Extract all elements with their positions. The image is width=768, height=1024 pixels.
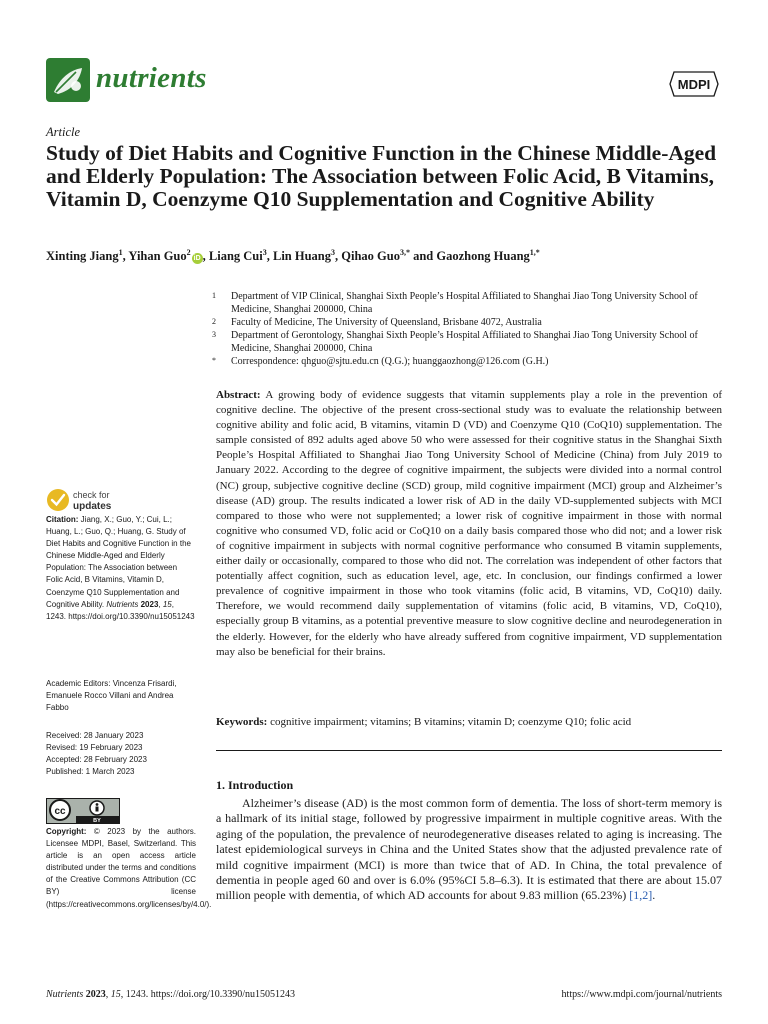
nutrients-logo-icon (46, 58, 90, 102)
author-affiliation-mark: 2 (186, 248, 191, 257)
affiliation-mark: 2 (212, 317, 216, 326)
citation-volume: 15 (162, 599, 172, 609)
introduction-text: Alzheimer’s disease (AD) is the most common form of dementia. The loss of short-term memory is a hallmark of its initial stage, followed by progressive impairment in multiple cognitive areas. With the aging of the population, the prevalence of neurodegenerative diseases related to aging is increasing. The latest epidemiological surveys in China and the United States show that the adjusted prevalence rate of mild cognitive impairment (MCI) is more than twice that of AD. In China, the total prevalence of dementia in people aged 60 and over is 6.0% (95%CI 5.8–6.3). It is estimated that there are about 15.07 million people with dementia, of which AD accounts for about 9.83 million (65.23%) (216, 796, 722, 903)
footer-volume: 15 (110, 989, 121, 1000)
author-list (46, 248, 736, 264)
footer-citation: Nutrients 2023, 15, 1243. https://doi.org/10.3390/nu15051243 (46, 989, 296, 1000)
date-accepted: Accepted: 28 February 2023 (46, 755, 147, 765)
check-for-updates-icon[interactable] (46, 486, 166, 514)
author-name: Qihao Guo (341, 249, 400, 264)
abstract-label: Abstract: (216, 389, 261, 401)
author-name: Gaozhong Huang (436, 249, 530, 264)
date-published: Published: 1 March 2023 (46, 767, 135, 777)
date-received: Received: 28 January 2023 (46, 731, 144, 740)
author-name: Yihan Guo (128, 249, 187, 264)
affiliations (212, 290, 732, 368)
author-affiliation-mark: 3,* (399, 248, 410, 257)
citation-label: Citation: (46, 515, 79, 524)
author-affiliation-mark: 1 (118, 248, 123, 257)
author-separator: , (335, 249, 342, 264)
mdpi-logo-icon[interactable] (666, 66, 722, 102)
citation-text: Jiang, X.; Guo, Y.; Cui, L.; Huang, L.; Guo, Q.; Huang, G. Study of Diet Habits and Cognitive Function in the Chinese Middle-Aged and Elderly Population: The Association between Folic Acid, B Vitamins, Vitamin D, Coenzyme Q10 Supplementation and Cognitive Ability. (46, 515, 191, 609)
affiliation-item (212, 316, 732, 329)
affiliation-text: Correspondence: qhguo@sjtu.edu.cn (Q.G.); huanggaozhong@126.com (G.H.) (231, 356, 549, 367)
journal-name[interactable]: nutrients (96, 62, 207, 94)
cc-by-license-icon[interactable] (46, 798, 120, 824)
affiliation-item (212, 355, 732, 368)
check-updates-line1: check for (73, 490, 110, 500)
check-updates-line2: updates (73, 501, 112, 512)
author-separator: and (409, 249, 437, 264)
introduction-end: . (652, 888, 656, 903)
citation-journal: Nutrients (106, 599, 139, 609)
author-name: Xinting Jiang (46, 249, 119, 264)
orcid-icon[interactable]: iD (193, 255, 201, 263)
affiliation-mark: 1 (212, 291, 216, 300)
author-affiliation-mark: 3 (262, 248, 267, 257)
article-type: Article (46, 125, 81, 139)
author-name: Liang Cui (208, 249, 263, 264)
footer-year: 2023 (85, 989, 106, 1000)
affiliation-mark: 3 (212, 330, 216, 339)
affiliation-text: Faculty of Medicine, The University of Queensland, Brisbane 4072, Australia (231, 317, 542, 328)
date-revised: Revised: 19 February 2023 (46, 743, 143, 753)
footer-journal: Nutrients (46, 989, 84, 1000)
affiliation-item (212, 329, 732, 355)
publication-dates (46, 730, 196, 778)
author-affiliation-mark: 3 (331, 248, 335, 257)
affiliation-text: Department of VIP Clinical, Shanghai Sixth People’s Hospital Affiliated to Shanghai Jiao Tong University School of Medicine, Shanghai 200000, China (231, 291, 698, 315)
copyright-label: Copyright: (46, 827, 87, 836)
academic-editors: Academic Editors: Vincenza Frisardi, Emanuele Rocco Villani and Andrea Fabbo (46, 679, 177, 713)
footer-journal-url[interactable]: https://www.mdpi.com/journal/nutrients (561, 989, 722, 1000)
affiliation-mark: * (212, 356, 216, 365)
reference-link[interactable]: [1,2] (629, 888, 653, 903)
cc-by-label: BY (93, 818, 101, 824)
citation-doi[interactable]: , 1243. https://doi.org/10.3390/nu15051243 (46, 599, 195, 621)
author-affiliation-mark: 1,* (529, 248, 540, 257)
author-separator: , (122, 249, 129, 264)
article-title: Study of Diet Habits and Cognitive Function in the Chinese Middle-Aged and Elderly Population: The Association between Folic Acid, B Vitamins, Vitamin D, Coenzyme Q10 Supplementation and Cognitive Ability (46, 141, 717, 211)
section-divider (216, 750, 722, 751)
introduction-paragraph (216, 796, 722, 904)
author-separator: , (202, 249, 209, 264)
abstract (216, 388, 722, 660)
citation-year: 2023 (140, 599, 159, 609)
abstract-text: A growing body of evidence suggests that vitamin supplements play a role in the prevention of cognitive decline. The objective of the present cross-sectional study was to evaluate the relationship between cognitive ability and folic acid, B vitamins, vitamin D (VD) and Coenzyme Q10 (CoQ10) supplementation. The sample consisted of 892 adults aged above 50 who were assessed for their cognitive status in the Shanghai Sixth People’s Hospital Affiliated to Shanghai Jiao Tong University School of Medicine (China) from July 2019 to January 2022. According to the degree of cognitive impairment, the subjects were divided into a normal control (NC) group, subjective cognitive decline (SCD) group, mild cognitive impairment (MCI) group and Alzheimer’s disease (AD) group. The results indicated a lower risk of AD in the daily VD-supplemented subjects with MCI compared to those who were not supplemented; a lower risk of cognitive impairment in those with normal cognitive who consumed VD, folic acid or CoQ10 on a daily basis compared those who did not; and a lower risk of cognitive impairment in subjects with normal cognitive performance who consumed B vitamin supplements, either daily or occasionally, compared to those who did not. The correlation was independent of other factors that potentially affect cognition, such as education level, age, etc. In conclusion, our findings confirmed a lower prevalence of cognitive impairment in those who took vitamins (folic acid, B vitamins, VD, CoQ10) daily. Therefore, we would recommend daily supplementation of vitamins (folic acid, B vitamins, VD, CoQ10), especially group B vitamins, as a potential preventive measure to slow cognitive decline and neurodegeneration in the elderly. However, for the elderly who have already suffered from cognitive impairment, VD supplementation may also be beneficial for their brains. (216, 389, 722, 658)
publisher-name: MDPI (677, 77, 711, 92)
copyright-notice (46, 826, 212, 911)
citation: Citation: Jiang, X.; Guo, Y.; Cui, L.; Huang, L.; Guo, Q.; Huang, G. Study of Diet Habits and Cognitive Function in the Chinese Middle-Aged and Elderly Population: The Association between Folic Acid, B Vitamins, Vitamin D, Coenzyme Q10 Supplementation and Cognitive Ability. Nutrients 2023, 15, 1243. https://doi.org/10.3390/nu15051243 (46, 515, 195, 621)
author-name: Lin Huang (272, 249, 331, 264)
keywords (216, 716, 722, 728)
keywords-label: Keywords: (216, 716, 268, 728)
svg-text:cc: cc (54, 806, 66, 817)
affiliation-text: Department of Gerontology, Shanghai Sixth People’s Hospital Affiliated to Shanghai Jiao Tong University School of Medicine, Shanghai 200000, China (231, 330, 698, 354)
author-separator: , (266, 249, 273, 264)
affiliation-item (212, 290, 732, 316)
footer-doi[interactable]: , 1243. https://doi.org/10.3390/nu15051243 (120, 989, 296, 1000)
keywords-text: cognitive impairment; vitamins; B vitamins; vitamin D; coenzyme Q10; folic acid (270, 716, 632, 728)
copyright-text: © 2023 by the authors. Licensee MDPI, Basel, Switzerland. This article is an open access article distributed under the terms and conditions of the Creative Commons Attribution (CC BY) license (https://creativecommons.org/licenses/by/4.0/). (46, 827, 212, 909)
section-heading-introduction: 1. Introduction (216, 778, 294, 792)
